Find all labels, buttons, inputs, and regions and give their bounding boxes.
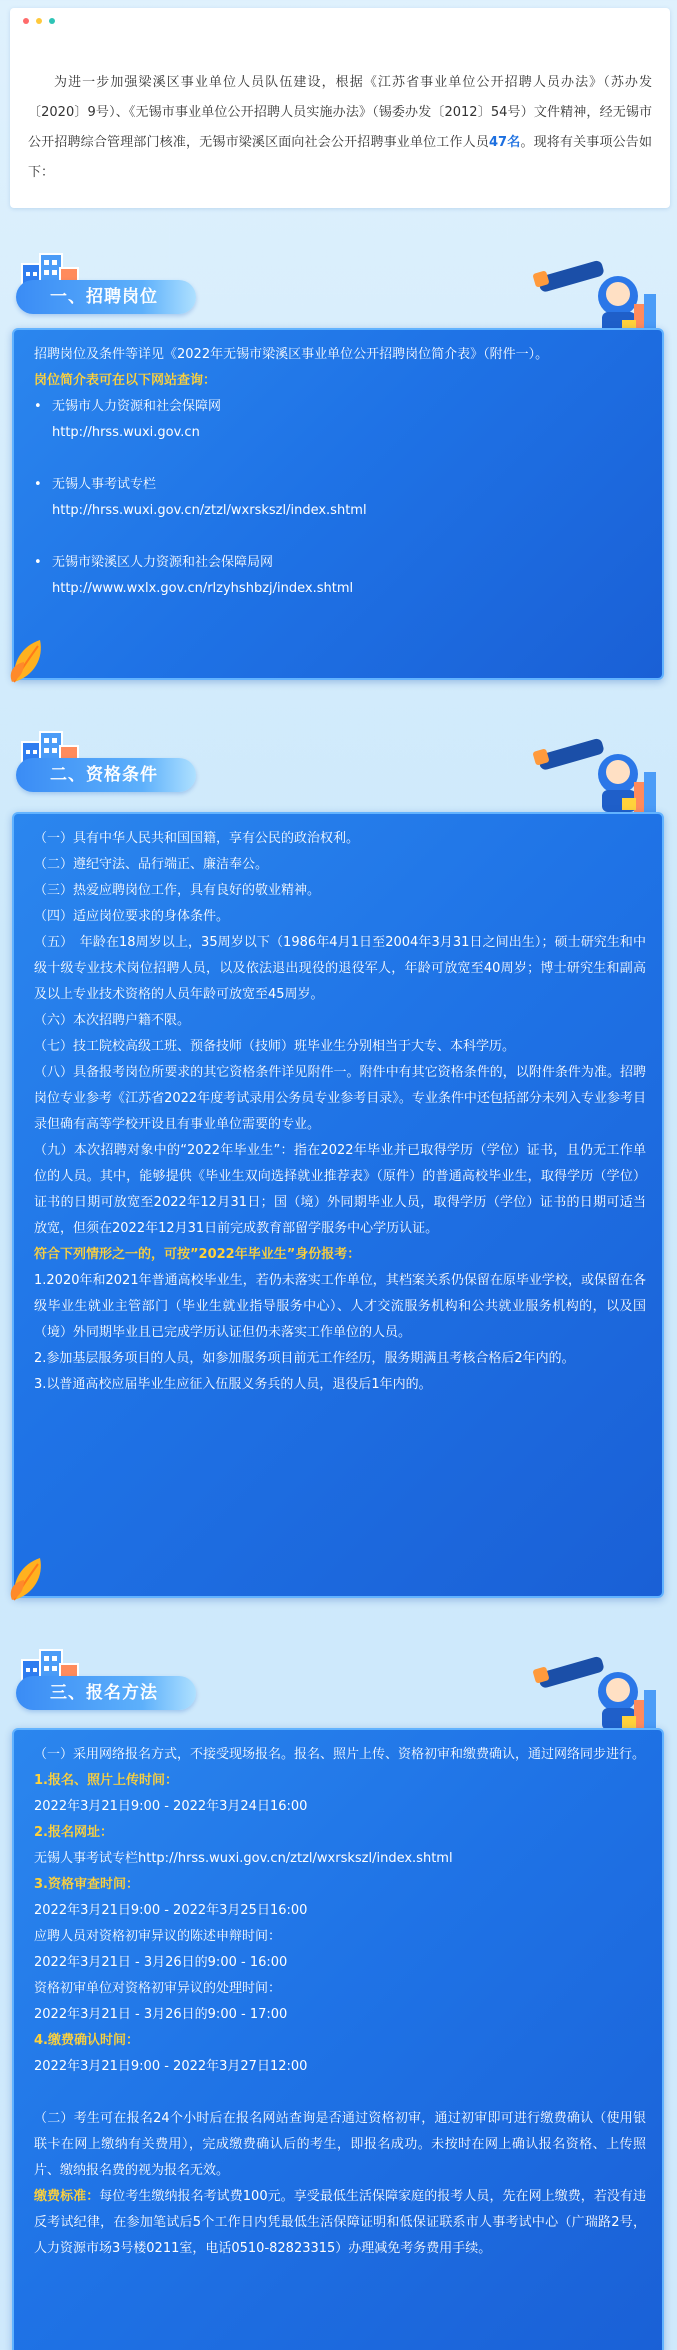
section-title-bar — [16, 758, 196, 792]
intro-card — [10, 8, 670, 208]
intro-text-end: 。现将有关事项公告如下： — [28, 135, 652, 180]
qualification-item: （九）本次招聘对象中的“2022年毕业生”：指在2022年毕业并已取得学历（学位）证书，且仍无工作单位的人员。其中，能够提供《毕业生双向选择就业推荐表》（原件）的普通高校毕业生，取得学历（学位）证书的日期可放宽至2022年12月31日；国（境）外同期毕业人员，取得学历（学位）证书的日期可适当放宽，但须在2022年12月31日前完成教育部留学服务中心学历认证。 — [34, 1143, 646, 1236]
bullet: • — [34, 477, 42, 492]
link-url[interactable]: http://hrss.wuxi.gov.cn/ztzl/wxrskszl/index.shtml — [52, 503, 367, 518]
bullet: • — [34, 399, 42, 414]
section-header-2 — [14, 728, 664, 823]
link-url[interactable]: http://www.wxlx.gov.cn/rlzyhshbzj/index.shtml — [52, 581, 354, 596]
graduate-case: 3.以普通高校应届毕业生应征入伍服义务兵的人员，退役后1年内的。 — [34, 1377, 432, 1392]
registration-heading: 2.报名网址： — [34, 1825, 113, 1840]
section-header-3 — [14, 1646, 664, 1741]
qualification-item: （六）本次招聘户籍不限。 — [34, 1013, 191, 1028]
recruit-positions-card — [12, 328, 664, 680]
qualification-item: （一）具有中华人民共和国国籍，享有公民的政治权利。 — [34, 831, 360, 846]
qualification-item: （七）技工院校高级工班、预备技师（技师）班毕业生分别相当于大专、本科学历。 — [34, 1039, 516, 1054]
positions-subtitle: 岗位简介表可在以下网站查询： — [34, 373, 217, 388]
intro-paragraph — [28, 68, 652, 188]
link-item — [34, 394, 646, 446]
link-item — [34, 472, 646, 524]
qualification-item: （三）热爱应聘岗位工作，具有良好的敬业精神。 — [34, 883, 321, 898]
leaf-decoration-icon — [10, 638, 48, 684]
section-title-bar — [16, 1676, 196, 1710]
fee-label: 缴费标准： — [34, 2189, 100, 2204]
dot-yellow — [36, 18, 42, 24]
registration-line: 2022年3月21日9:00 - 2022年3月25日16:00 — [34, 1903, 308, 1918]
qualification-item: （四）适应岗位要求的身体条件。 — [34, 909, 230, 924]
registration-content — [34, 1742, 646, 2262]
dot-green — [49, 18, 55, 24]
recruit-count: 47名 — [489, 135, 521, 150]
leaf-decoration-icon — [10, 1556, 48, 1602]
qualification-content — [34, 826, 646, 1398]
registration-line: 2022年3月21日 - 3月26日的9:00 - 17:00 — [34, 2007, 288, 2022]
link-item — [34, 550, 646, 602]
fee-standard — [34, 2184, 646, 2262]
section-title: 二、资格条件 — [50, 765, 158, 785]
qualification-item: （五） 年龄在18周岁以上，35周岁以下（1986年4月1日至2004年3月31日之间出生）；硕士研究生和中级十级专业技术岗位招聘人员，以及依法退出现役的退役军人，年龄可放宽至40周岁；博士研究生和副高及以上专业技术资格的人员年龄可放宽至45周岁。 — [34, 935, 646, 1002]
dot-red — [23, 18, 29, 24]
fee-text: 每位考生缴纳报名考试费100元。享受最低生活保障家庭的报考人员，先在网上缴费，若没有违反考试纪律，在参加笔试后5个工作日内凭最低生活保障证明和低保证联系市人事考试中心（广瑞路2号，人力资源市场3号楼0211室，电话0510-82823315）办理减免考务费用手续。 — [34, 2189, 646, 2256]
link-name: 无锡市人力资源和社会保障网 — [52, 399, 222, 414]
link-name: 无锡人事考试专栏 — [52, 477, 157, 492]
registration-card — [12, 1728, 664, 2350]
link-url[interactable]: http://hrss.wuxi.gov.cn — [52, 425, 200, 440]
positions-intro: 招聘岗位及条件等详见《2022年无锡市梁溪区事业单位公开招聘岗位简介表》（附件一）。 — [34, 347, 549, 362]
qualification-card — [12, 812, 664, 1598]
section-title: 三、报名方法 — [50, 1683, 158, 1703]
registration-para2: （二）考生可在报名24个小时后在报名网站查询是否通过资格初审，通过初审即可进行缴费确认（使用银联卡在网上缴纳有关费用），完成缴费确认后的考生，即报名成功。未按时在网上确认报名资格、上传照片、缴纳报名费的视为报名无效。 — [34, 2111, 646, 2178]
graduate-case: 1.2020年和2021年普通高校毕业生，若仍未落实工作单位，其档案关系仍保留在原毕业学校，或保留在各级毕业生就业主管部门（毕业生就业指导服务中心）、人才交流服务机构和公共就业服务机构的，以及国（境）外同期毕业且已完成学历认证但仍未落实工作单位的人员。 — [34, 1273, 646, 1340]
registration-line: 应聘人员对资格初审异议的陈述申辩时间： — [34, 1929, 282, 1944]
window-dots — [23, 18, 55, 24]
registration-heading: 1.报名、照片上传时间： — [34, 1773, 178, 1788]
registration-line: （一）采用网络报名方式，不接受现场报名。报名、照片上传、资格初审和缴费确认，通过网络同步进行。 — [34, 1747, 646, 1762]
intro-text: 为进一步加强梁溪区事业单位人员队伍建设，根据《江苏省事业单位公开招聘人员办法》（苏办发〔2020〕9号）、《无锡市事业单位公开招聘人员实施办法》（锡委办发〔2012〕54号）文件精神，经无锡市公开招聘综合管理部门核准，无锡市梁溪区面向社会公开招聘事业单位工作人员 — [28, 75, 652, 150]
registration-line: 资格初审单位对资格初审异议的处理时间： — [34, 1981, 282, 1996]
registration-heading: 3.资格审查时间： — [34, 1877, 139, 1892]
registration-line: 2022年3月21日 - 3月26日的9:00 - 16:00 — [34, 1955, 288, 1970]
link-name: 无锡市梁溪区人力资源和社会保障局网 — [52, 555, 274, 570]
graduate-case: 2.参加基层服务项目的人员，如参加服务项目前无工作经历，服务期满且考核合格后2年内的。 — [34, 1351, 575, 1366]
qualification-item: （八）具备报考岗位所要求的其它资格条件详见附件一。附件中有其它资格条件的，以附件条件为准。招聘岗位专业参考《江苏省2022年度考试录用公务员专业参考目录》。专业条件中还包括部分未列入专业参考目录但确有高等学校开设且有事业单位需要的专业。 — [34, 1065, 646, 1132]
qualification-item: （二）遵纪守法、品行端正、廉洁奉公。 — [34, 857, 269, 872]
graduate-highlight: 符合下列情形之一的，可按”2022年毕业生”身份报考： — [34, 1247, 361, 1262]
section-title-bar — [16, 280, 196, 314]
registration-line: 2022年3月21日9:00 - 2022年3月24日16:00 — [34, 1799, 308, 1814]
telescope-mascot-icon — [532, 728, 660, 820]
recruit-positions-content — [34, 342, 646, 602]
registration-url[interactable]: 无锡人事考试专栏http://hrss.wuxi.gov.cn/ztzl/wxrskszl/index.shtml — [34, 1851, 453, 1866]
bullet: • — [34, 555, 42, 570]
section-title: 一、招聘岗位 — [50, 287, 158, 307]
registration-line: 2022年3月21日9:00 - 2022年3月27日12:00 — [34, 2059, 308, 2074]
telescope-mascot-icon — [532, 1646, 660, 1738]
registration-heading: 4.缴费确认时间： — [34, 2033, 139, 2048]
